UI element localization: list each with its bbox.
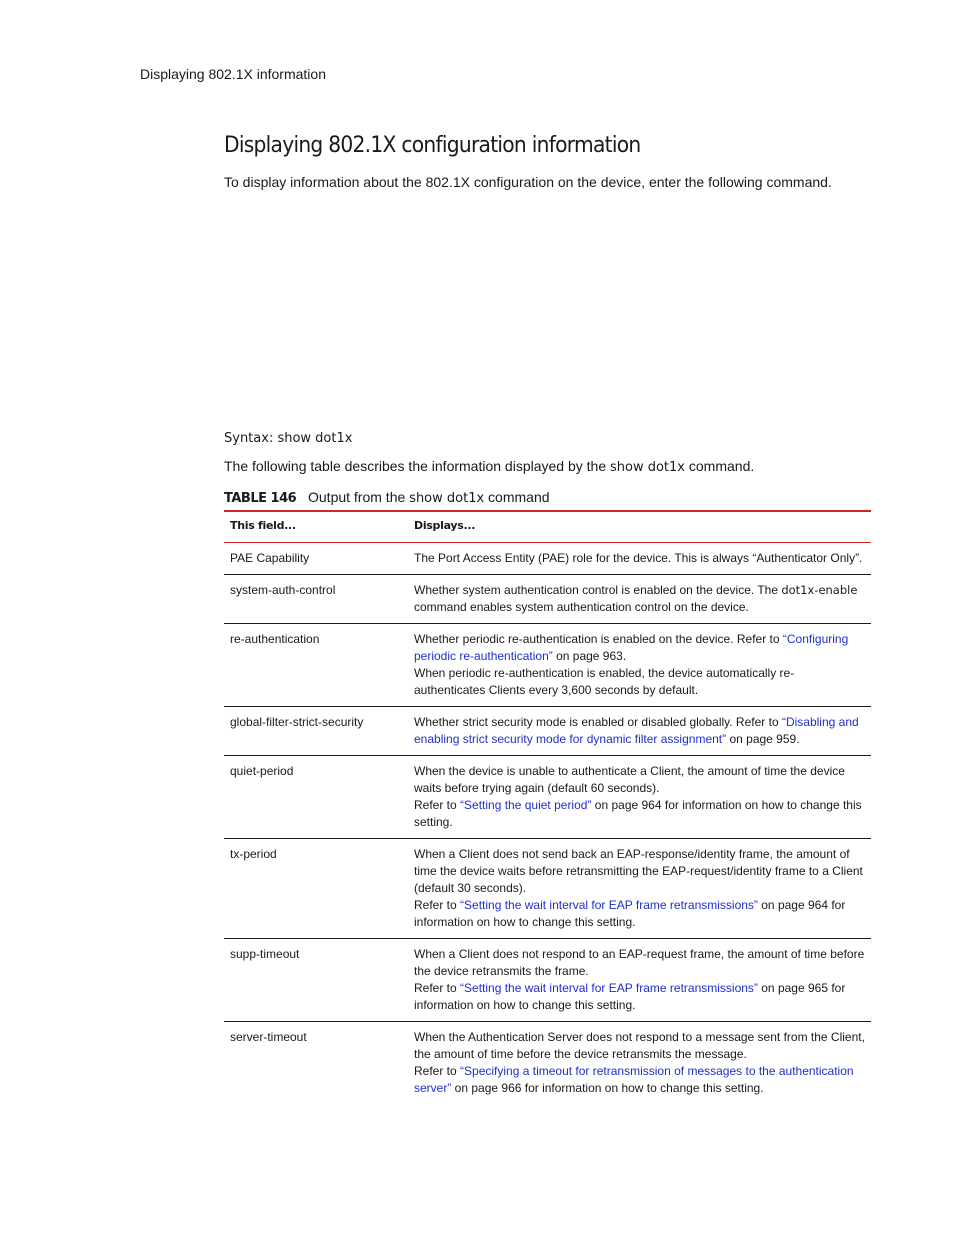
table-row <box>224 939 871 1022</box>
description-text <box>414 714 865 748</box>
table-header-row <box>224 511 871 543</box>
text: on page 964 for information on how to change this setting. <box>414 798 862 829</box>
caption-before: Output from the <box>308 489 410 505</box>
table-row <box>224 1022 871 1105</box>
cross-reference-link[interactable]: “Setting the quiet period” <box>460 798 592 812</box>
field-name: PAE Capability <box>224 543 408 575</box>
intro-paragraph: To display information about the 802.1X configuration on the device, enter the following command. <box>224 174 832 190</box>
field-description <box>408 939 871 1022</box>
cross-reference-link[interactable]: “Setting the wait interval for EAP frame retransmissions” <box>460 981 758 995</box>
field-name: tx-period <box>224 839 408 939</box>
text: on page 964 for information on how to change this setting. <box>414 898 846 929</box>
section-title: Displaying 802.1X configuration information <box>224 133 641 158</box>
description-text: When a Client does not respond to an EAP-request frame, the amount of time before the device retransmits the frame. <box>414 947 865 978</box>
text: Refer to <box>414 1064 461 1078</box>
text: on page 966 for information on how to change this setting. <box>451 1081 764 1095</box>
table-desc-before: The following table describes the information displayed by the <box>224 458 610 474</box>
syntax-line: Syntax: show dot1x <box>224 431 353 446</box>
field-name: server-timeout <box>230 1030 307 1044</box>
field-description <box>408 756 871 839</box>
header-displays: Displays... <box>408 511 871 543</box>
text: on page 963. <box>552 649 627 663</box>
field-description <box>408 624 871 707</box>
table-row <box>224 707 871 756</box>
cross-reference-link[interactable]: “Disabling and enabling strict security mode for dynamic filter assignment” <box>414 715 859 746</box>
description-text <box>414 797 865 831</box>
table-row <box>224 839 871 939</box>
description-text: When the Authentication Server does not respond to a message sent from the Client, the amount of time before the device retransmits the message. <box>414 1030 865 1061</box>
description-text: When a Client does not send back an EAP-response/identity frame, the amount of time the device waits before retransmitting the EAP-request/identity frame to a Client (default 30 seconds). <box>414 847 863 895</box>
field-description <box>408 839 871 939</box>
table-row <box>224 624 871 707</box>
description-text <box>414 980 865 1014</box>
description-text <box>414 1063 865 1097</box>
field-name: re-authentication <box>224 624 408 707</box>
text: Refer to <box>414 981 461 995</box>
table-desc-command: show dot1x <box>610 460 685 475</box>
description-text <box>414 631 865 665</box>
table-row <box>224 575 871 624</box>
table-row <box>224 543 871 575</box>
text: command enables system authentication control on the device. <box>414 600 749 614</box>
table-caption <box>224 489 550 506</box>
field-description <box>408 575 871 624</box>
running-header: Displaying 802.1X information <box>140 66 326 82</box>
table-desc-after: command. <box>685 458 755 474</box>
table-row <box>224 756 871 839</box>
text: Refer to <box>414 798 461 812</box>
description-text <box>414 897 865 931</box>
field-name: system-auth-control <box>224 575 408 624</box>
caption-after: command <box>484 489 550 505</box>
field-name: supp-timeout <box>224 939 408 1022</box>
description-text: When periodic re-authentication is enabled, the device automatically re-authenticates Clients every 3,600 seconds by default. <box>414 666 795 697</box>
description-text: When the device is unable to authenticate a Client, the amount of time the device waits before trying again (default 60 seconds). <box>414 764 845 795</box>
caption-command: show dot1x <box>409 491 485 506</box>
description-text <box>414 582 865 616</box>
field-description <box>408 707 871 756</box>
field-name: global-filter-strict-security <box>224 707 408 756</box>
table-number: TABLE 146 <box>224 491 297 506</box>
table-description <box>224 458 754 475</box>
text: on page 965 for information on how to change this setting. <box>414 981 846 1012</box>
field-name: quiet-period <box>224 756 408 839</box>
fields-table <box>224 510 871 1104</box>
text: Refer to <box>414 898 461 912</box>
header-field: This field... <box>224 511 408 543</box>
text: on page 959. <box>726 732 800 746</box>
cross-reference-link[interactable]: “Setting the wait interval for EAP frame retransmissions” <box>460 898 758 912</box>
field-description <box>408 1022 871 1105</box>
command-name: dot1x-enable <box>781 583 858 597</box>
cross-reference-link[interactable]: “Specifying a timeout for retransmission of messages to the authentication server” <box>414 1064 854 1095</box>
text: Whether periodic re-authentication is enabled on the device. Refer to <box>414 632 783 646</box>
cross-reference-link[interactable]: “Configuring periodic re-authentication” <box>414 632 849 663</box>
text: Whether strict security mode is enabled or disabled globally. Refer to <box>414 715 782 729</box>
text: Whether system authentication control is enabled on the device. The <box>414 583 782 597</box>
description-text: The Port Access Entity (PAE) role for the device. This is always “Authenticator Only”. <box>414 551 863 565</box>
field-description <box>408 543 871 575</box>
